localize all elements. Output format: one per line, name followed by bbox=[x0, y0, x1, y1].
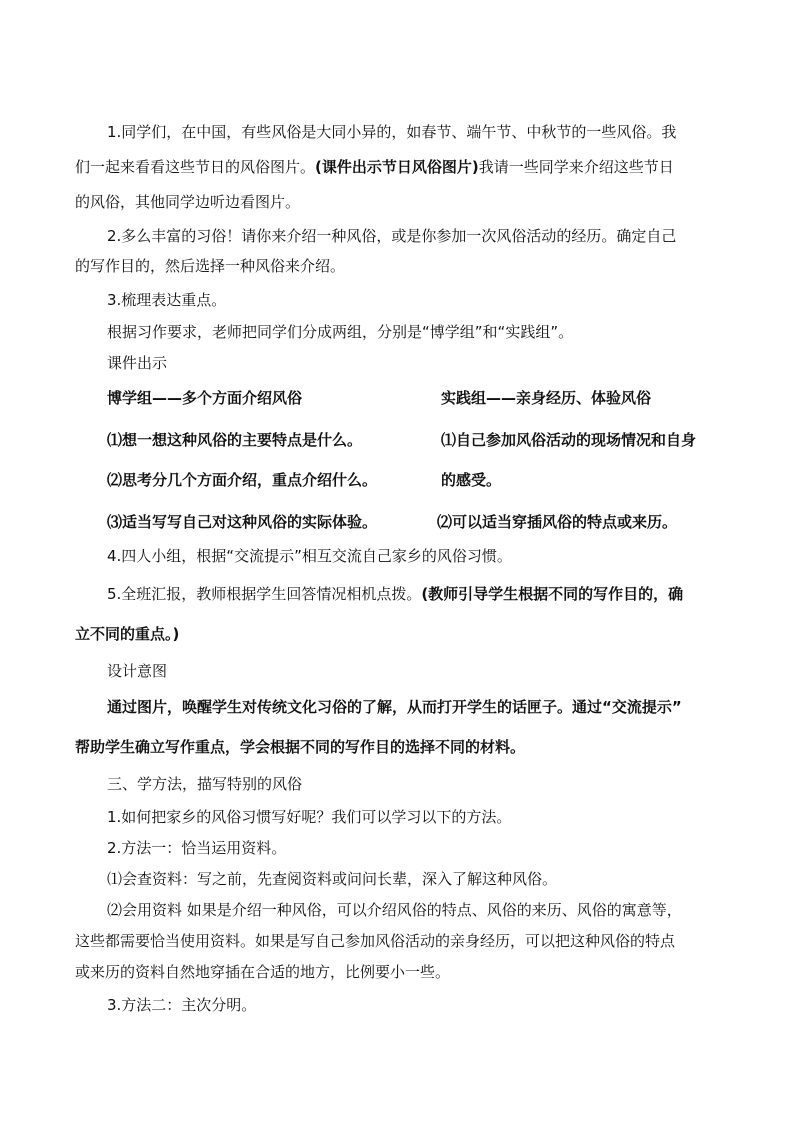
p5-line1 bbox=[107, 584, 683, 604]
p1-line2-bold: (课件出示节日风俗图片) bbox=[315, 158, 479, 176]
design-intent-line2: 帮助学生确立写作重点，学会根据不同的写作目的选择不同的材料。 bbox=[75, 738, 526, 756]
p4: 4.四人小组，根据“交流提示”相互交流自己家乡的风俗习惯。 bbox=[107, 547, 512, 565]
s3-item2-sub2-line3: 或来历的资料自然地穿插在合适的地方，比例要小一些。 bbox=[75, 963, 451, 981]
s3-item2-sub1: ⑴会查资料：写之前，先查阅资料或问问长辈，深入了解这种风俗。 bbox=[107, 870, 558, 888]
group-left-item3: ⑶适当写写自己对这种风俗的实际体验。 bbox=[107, 513, 378, 531]
p5-line2: 立不同的重点。) bbox=[75, 625, 180, 643]
group-left-item1: ⑴想一想这种风俗的主要特点是什么。 bbox=[107, 431, 363, 449]
p2-line2: 的写作目的，然后选择一种风俗来介绍。 bbox=[75, 257, 346, 275]
s3-item2-sub2-line2: 这些都需要恰当使用资料。如果是写自己参加风俗活动的亲身经历，可以把这种风俗的特点 bbox=[75, 932, 676, 950]
p3-description: 根据习作要求，老师把同学们分成两组，分别是“博学组”和“实践组”。 bbox=[107, 323, 574, 341]
group-left-title: 博学组——多个方面介绍风俗 bbox=[107, 389, 303, 407]
group-right-item1: ⑴自己参加风俗活动的现场情况和自身 bbox=[441, 431, 697, 449]
group-right-item2: 的感受。 bbox=[441, 471, 502, 489]
p2-line1: 2.多么丰富的习俗！请你来介绍一种风俗，或是你参加一次风俗活动的经历。确定自己 bbox=[107, 227, 677, 245]
p1-line1: 1.同学们，在中国，有些风俗是大同小异的，如春节、端午节、中秋节的一些风俗。我 bbox=[107, 123, 677, 141]
group-right-title: 实践组——亲身经历、体验风俗 bbox=[441, 389, 652, 407]
s3-item1: 1.如何把家乡的风俗习惯写好呢？我们可以学习以下的方法。 bbox=[107, 808, 512, 826]
design-intent-title: 设计意图 bbox=[107, 662, 168, 680]
group-left-item2: ⑵思考分几个方面介绍，重点介绍什么。 bbox=[107, 471, 378, 489]
courseware-label: 课件出示 bbox=[107, 354, 168, 372]
p3-heading: 3.梳理表达重点。 bbox=[107, 291, 227, 309]
p1-line2 bbox=[75, 157, 674, 177]
p1-line2-a: 们一起来看看这些节日的风俗图片。 bbox=[75, 158, 316, 176]
p1-line3: 的风俗，其他同学边听边看图片。 bbox=[75, 193, 301, 211]
p1-line2-c: 我请一些同学来介绍这些节日 bbox=[478, 158, 674, 176]
p5-line1-bold: (教师引导学生根据不同的写作目的，确 bbox=[421, 585, 684, 603]
group-right-item3: ⑵可以适当穿插风俗的特点或来历。 bbox=[437, 513, 678, 531]
p5-line1-a: 5.全班汇报，教师根据学生回答情况相机点拨。 bbox=[107, 585, 422, 603]
section-3-heading: 三、学方法，描写特别的风俗 bbox=[107, 775, 303, 793]
design-intent-line1: 通过图片，唤醒学生对传统文化习俗的了解，从而打开学生的话匣子。通过“交流提示” bbox=[107, 698, 682, 716]
s3-item2: 2.方法一：恰当运用资料。 bbox=[107, 839, 287, 857]
s3-item3: 3.方法二：主次分明。 bbox=[107, 996, 257, 1014]
s3-item2-sub2-line1: ⑵会用资料 如果是介绍一种风俗，可以介绍风俗的特点、风俗的来历、风俗的寓意等， bbox=[107, 901, 682, 919]
